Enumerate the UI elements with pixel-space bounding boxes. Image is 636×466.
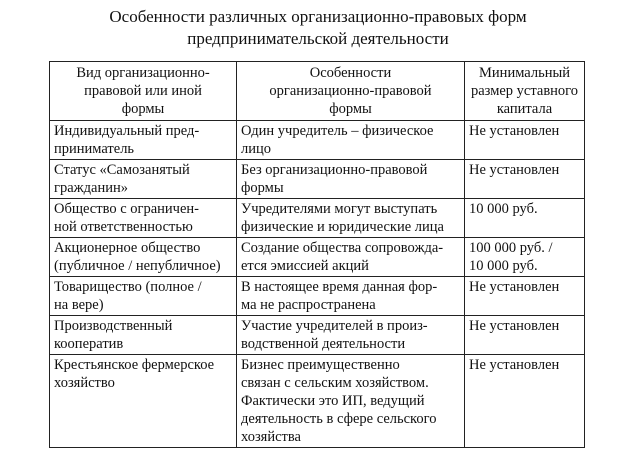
- cell-min-capital: 100 000 руб. / 10 000 руб.: [465, 238, 585, 277]
- cell-min-capital: Не установлен: [465, 160, 585, 199]
- cell-form-type: Товарищество (полное / на вере): [50, 277, 237, 316]
- table-header-row: [50, 62, 585, 121]
- table-row: [50, 355, 585, 448]
- table-row: [50, 277, 585, 316]
- cell-features: Участие учредителей в произ- водственной деятельности: [237, 316, 465, 355]
- table-row: [50, 238, 585, 277]
- table-row: [50, 160, 585, 199]
- title-line-1: Особенности различных организационно-правовых форм: [109, 7, 527, 26]
- document-title: [0, 6, 636, 50]
- title-line-2: предпринимательской деятельности: [187, 29, 449, 48]
- cell-min-capital: Не установлен: [465, 355, 585, 448]
- cell-form-type: Акционерное общество (публичное / непубличное): [50, 238, 237, 277]
- header-form-type: Вид организационно- правовой или иной формы: [50, 62, 237, 121]
- cell-min-capital: Не установлен: [465, 121, 585, 160]
- table-row: [50, 316, 585, 355]
- header-min-capital: Минимальный размер уставного капитала: [465, 62, 585, 121]
- cell-min-capital: Не установлен: [465, 277, 585, 316]
- cell-form-type: Крестьянское фермерское хозяйство: [50, 355, 237, 448]
- cell-features: Без организационно-правовой формы: [237, 160, 465, 199]
- cell-features: Учредителями могут выступать физические и юридические лица: [237, 199, 465, 238]
- cell-features: Бизнес преимущественно связан с сельским хозяйством. Фактически это ИП, ведущий деятельность в сфере сельского хозяйства: [237, 355, 465, 448]
- cell-min-capital: 10 000 руб.: [465, 199, 585, 238]
- table-row: [50, 199, 585, 238]
- cell-features: Один учредитель – физическое лицо: [237, 121, 465, 160]
- cell-form-type: Индивидуальный пред- приниматель: [50, 121, 237, 160]
- header-features: Особенности организационно-правовой формы: [237, 62, 465, 121]
- cell-min-capital: Не установлен: [465, 316, 585, 355]
- cell-form-type: Производственный кооператив: [50, 316, 237, 355]
- table-row: [50, 121, 585, 160]
- cell-form-type: Общество с ограничен- ной ответственностью: [50, 199, 237, 238]
- org-forms-table: [49, 61, 585, 448]
- cell-features: Создание общества сопровожда- ется эмиссией акций: [237, 238, 465, 277]
- cell-features: В настоящее время данная фор- ма не распространена: [237, 277, 465, 316]
- cell-form-type: Статус «Самозанятый гражданин»: [50, 160, 237, 199]
